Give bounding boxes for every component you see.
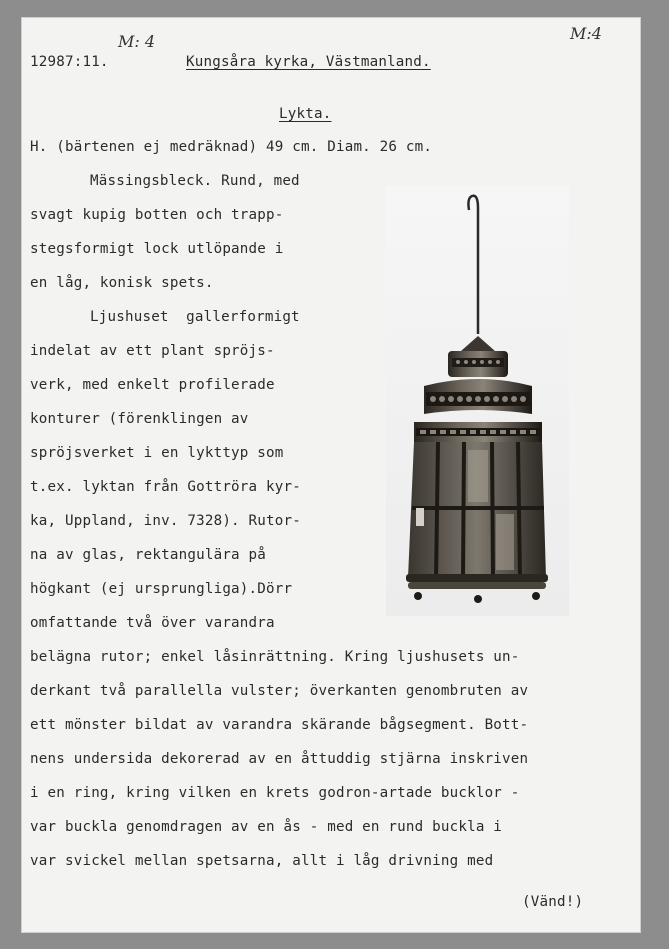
body-line: nens undersida dekorerad av en åttuddig stjärna inskriven (30, 751, 529, 767)
body-line: belägna rutor; enkel låsinrättning. Kring ljushusets un- (30, 649, 520, 665)
lantern-photograph (386, 186, 569, 616)
body-line: na av glas, rektangulära på (30, 547, 267, 563)
body-line: var buckla genomdragen av en ås - med en rund buckla i (30, 819, 503, 835)
body-line: ett mönster bildat av varandra skärande bågsegment. Bott- (30, 717, 529, 733)
body-line: Ljushuset gallerformigt (90, 309, 300, 325)
body-line: derkant två parallella vulster; överkanten genombruten av (30, 683, 529, 699)
body-line: ka, Uppland, inv. 7328). Rutor- (30, 513, 301, 529)
turn-over-note: (Vänd!) (522, 894, 584, 910)
body-line: verk, med enkelt profilerade (30, 377, 275, 393)
body-line: i en ring, kring vilken en krets godron-artade bucklor - (30, 785, 520, 801)
body-line: var svickel mellan spetsarna, allt i låg drivning med (30, 853, 494, 869)
body-line: en låg, konisk spets. (30, 275, 214, 291)
object-title: Lykta. (279, 106, 332, 122)
body-line: omfattande två över varandra (30, 615, 275, 631)
dimensions: H. (bärtenen ej medräknad) 49 cm. Diam. 26 cm. (30, 139, 433, 155)
body-line: svagt kupig botten och trapp- (30, 207, 284, 223)
body-line: stegsformigt lock utlöpande i (30, 241, 284, 257)
catalog-number: 12987:11. (30, 54, 109, 70)
handwritten-note-top-right: M:4 (570, 24, 602, 43)
body-line: högkant (ej ursprungliga).Dörr (30, 581, 293, 597)
body-line: Mässingsbleck. Rund, med (90, 173, 300, 189)
body-line: spröjsverket i en lykttyp som (30, 445, 284, 461)
body-line: t.ex. lyktan från Gottröra kyr- (30, 479, 301, 495)
body-line: konturer (förenklingen av (30, 411, 249, 427)
location-heading: Kungsåra kyrka, Västmanland. (186, 54, 431, 70)
handwritten-note-top-left: M: 4 (118, 32, 156, 51)
body-line: indelat av ett plant spröjs- (30, 343, 275, 359)
